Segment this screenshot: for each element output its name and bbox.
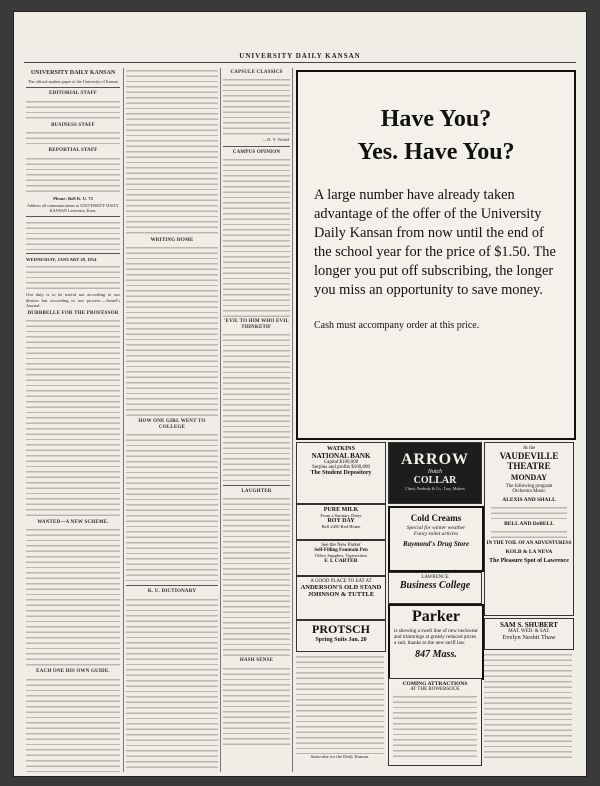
column-rule	[123, 68, 124, 772]
divider	[26, 87, 120, 88]
johnson-tuttle: JOHNSON & TUTTLE	[307, 591, 375, 598]
masthead-rule	[24, 62, 576, 63]
arrow-notch: Notch	[427, 469, 443, 475]
vaud-name: VAUDEVILLE THEATRE	[499, 451, 559, 471]
hash-sense-heading: HASH SENSE	[239, 658, 274, 664]
issue-date: WEDNESDAY, JANUARY 28, 1914	[26, 257, 97, 263]
evil-heading: 'EVIL TO HIM WHO EVIL THINKETH'	[223, 319, 290, 330]
text-block	[126, 245, 218, 417]
arrow-brand: ARROW	[400, 451, 470, 468]
watkins-bank-ad	[296, 442, 386, 504]
divider	[126, 585, 218, 586]
coming-attractions	[388, 678, 482, 766]
new-parker: See the New Parker	[321, 543, 361, 548]
business-staff-heading: BUSINESS STAFF	[51, 122, 95, 128]
text-block	[26, 156, 120, 196]
cold-creams: Cold Creams	[410, 513, 462, 523]
ad-headline-1: Have You?	[380, 106, 492, 132]
text-block	[26, 130, 120, 146]
official-line: The official student paper of the University of Kansas	[27, 79, 119, 85]
campus-opinion-heading: CAMPUS OPINION	[232, 149, 281, 155]
writing-home-heading: WRITING HOME	[150, 238, 194, 243]
column-rule	[220, 68, 221, 772]
motto: Our duty is to be useful not according to our desires but according to our powers.—Amiel's Journal.	[26, 292, 120, 309]
vaud-toil: IN THE TOIL OF AN ADVENTURESS	[486, 541, 572, 546]
self-filling: Self-Filling Fountain Pen	[314, 548, 368, 553]
vaud-kolb: KOLB & LA NEVA	[505, 549, 553, 555]
capsule-heading: CAPSULE CLASSICS	[230, 70, 283, 75]
shubert-name: SAM S. SHUBERT	[500, 621, 558, 629]
nesbit-name: Evelyn Nesbit Thaw	[502, 634, 556, 641]
parker-ad	[388, 604, 484, 680]
business-college: Business College	[399, 580, 471, 591]
office-supplies: Office Supplies, Typewriters	[314, 553, 368, 558]
cold-line-1: Special for winter weather	[406, 525, 466, 531]
text-block	[26, 318, 120, 518]
editorial-staff-heading: EDITORIAL STAFF	[49, 91, 97, 97]
vaudeville-ad	[484, 442, 574, 616]
watkins-tag: The Student Depository	[310, 470, 372, 476]
shubert-ad	[484, 618, 574, 650]
cold-line-2: Fancy toilet articles	[413, 531, 459, 537]
each-one-heading: EACH ONE HIS OWN GUIDE.	[36, 669, 110, 675]
text-block	[26, 677, 120, 772]
vaud-pleasure: The Pleasure Spot of Lawrence	[489, 558, 569, 564]
text-block	[26, 527, 120, 667]
poem-credit: —N. Y. World.	[262, 137, 290, 143]
lawrence-label: LAWRENCE	[421, 575, 449, 580]
arrow-collar-ad	[388, 442, 482, 504]
parker-pen-ad	[296, 540, 386, 576]
vaud-orchestra: Orchestra Music	[512, 489, 546, 494]
column-four-text	[296, 654, 384, 762]
text-block	[26, 264, 120, 292]
masthead: UNIVERSITY DAILY KANSAN	[239, 52, 361, 60]
reportial-staff-heading: REPORTIAL STAFF	[48, 148, 98, 154]
durbbelle-heading: DURBBELLE FOR THE PROFESSOR	[27, 310, 119, 316]
good-place: A GOOD PLACE TO EAT AT	[310, 579, 372, 584]
parker-address: 847 Mass.	[415, 648, 457, 660]
parker-body: is showing a swell line of new neckwear and trimmings at greatly reduced prices a suit, thanks to the new tariff law.	[394, 628, 478, 647]
column-editorial	[26, 68, 120, 772]
text-block	[223, 496, 290, 656]
divider	[26, 253, 120, 254]
coming-sub: AT THE BOWERSOCK	[410, 687, 460, 692]
text-block	[223, 157, 290, 317]
subscribe-line: Subscribe for the Daily Kansan.	[310, 754, 370, 759]
column-rule	[292, 68, 293, 772]
vaud-day: MONDAY	[510, 473, 548, 482]
protsch-name: PROTSCH	[311, 622, 370, 636]
ad-body: A large number have already taken advantage of the offer of the University Daily Kansan from now until the end of the school year for the price of $1.50. The longer you put off subscribing, the longer you miss an opportunity to save money.	[314, 187, 556, 298]
text-block	[491, 529, 567, 539]
andersons: ANDERSON'S OLD STAND	[300, 584, 382, 591]
ku-dictionary-heading: K. U. DICTIONARY	[147, 589, 197, 595]
laughter-heading: LAUGHTER	[241, 489, 272, 495]
protsch-ad	[296, 620, 386, 652]
how-one-girl-heading: HOW ONE GIRL WENT TO COLLEGE	[138, 419, 206, 430]
business-college-ad	[388, 572, 482, 604]
roy-day: ROY DAY	[327, 518, 355, 524]
text-block	[484, 652, 572, 762]
text-block	[393, 694, 477, 760]
vaud-program: The following program	[505, 484, 553, 489]
sanitary-dairy: From a Sanitary Dairy	[320, 513, 362, 518]
raymond-ad	[388, 506, 484, 572]
watkins-surplus: Surplus and profits $100,000	[311, 465, 371, 470]
protsch-tag: Spring Suits Jan. 20	[315, 637, 367, 643]
divider	[223, 146, 290, 147]
column-six-text	[484, 652, 572, 764]
text-block	[491, 505, 567, 519]
carter: F. I. CARTER	[324, 558, 358, 564]
text-block	[223, 77, 290, 137]
text-block	[223, 666, 290, 746]
roy-phone: Bell 2450 Red Home	[321, 524, 361, 529]
paper-name: UNIVERSITY DAILY KANSAN	[30, 70, 116, 76]
vaud-alexis: ALEXIS AND SHALL	[502, 497, 556, 503]
raymond-store: Raymond's Drug Store	[402, 540, 470, 548]
ad-headline-2: Yes. Have You?	[357, 139, 515, 165]
watkins-capital: Capital $100,000	[323, 460, 359, 465]
andersons-ad	[296, 576, 386, 620]
text-block	[223, 332, 290, 482]
wanted-heading: WANTED—A NEW SCHEME.	[37, 520, 109, 526]
phone-line: Phone: Bell K. U. 75	[53, 195, 93, 201]
coming-title: COMING ATTRACTIONS	[402, 681, 468, 687]
watkins-bank: NATIONAL BANK	[311, 452, 371, 460]
text-block	[126, 597, 218, 772]
text-block	[296, 654, 384, 754]
newspaper-page	[14, 12, 586, 776]
text-block	[126, 432, 218, 582]
vaud-at: At the	[522, 446, 536, 451]
milk-ad	[296, 504, 386, 540]
arrow-maker: Cluett, Peabody & Co., Troy, Makers	[405, 486, 465, 491]
column-three	[223, 68, 290, 772]
text-block	[126, 68, 218, 236]
vaud-bell: BELL AND DeBELL	[504, 521, 554, 527]
divider	[223, 485, 290, 486]
subscription-ad	[296, 70, 576, 440]
watkins-name: WATKINS	[327, 446, 355, 452]
parker-name: Parker	[412, 608, 460, 625]
arrow-collar: COLLAR	[413, 475, 457, 486]
pure-milk: PURE MILK	[323, 507, 359, 513]
text-block	[26, 99, 120, 121]
text-block	[26, 220, 120, 250]
column-two	[126, 68, 218, 772]
divider	[26, 216, 120, 217]
shubert-days: MAT. WED. & SAT.	[508, 629, 550, 634]
ad-footer: Cash must accompany order at this price.	[314, 320, 480, 331]
address-line: Address all communications to UNIVERSITY DAILY KANSAN Lawrence, Kans.	[27, 203, 119, 214]
